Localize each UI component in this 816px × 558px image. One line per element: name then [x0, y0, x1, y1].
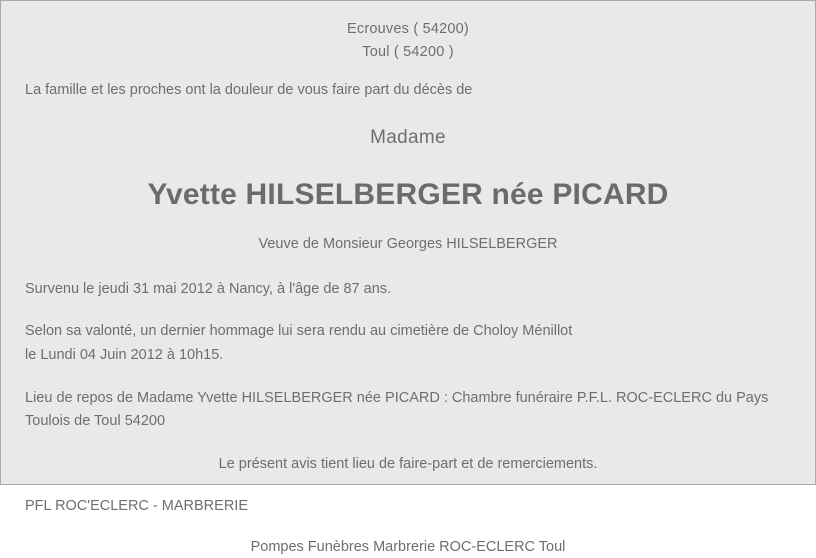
location-line-secondary: Toul ( 54200 ) [362, 43, 454, 60]
resting-place-line-1: Lieu de repos de Madame Yvette HILSELBERGER née PICARD : Chambre funéraire P.F.L. ROC-ECLERC du Pays [25, 389, 769, 406]
location-line-primary: Ecrouves ( 54200) [347, 21, 469, 37]
death-details-text: Survenu le jeudi 31 mai 2012 à Nancy, à l'âge de 87 ans. [25, 280, 392, 297]
tribute-block [25, 321, 791, 365]
company-name: PFL ROC'ECLERC - MARBRERIE [25, 498, 248, 515]
tribute-line-2: le Lundi 04 Juin 2012 à 10h15. [25, 347, 224, 364]
resting-place-line-2: Toulois de Toul 54200 [25, 413, 166, 430]
deceased-name: Yvette HILSELBERGER née PICARD [147, 177, 669, 211]
deceased-title: Madame [370, 126, 446, 148]
tribute-line-1: Selon sa valonté, un dernier hommage lui sera rendu au cimetière de Choloy Ménillot [25, 323, 573, 340]
resting-place-block [25, 388, 791, 432]
widow-of-text: Veuve de Monsieur Georges HILSELBERGER [258, 236, 558, 253]
family-announcement-text: La famille et les proches ont la douleur de vous faire part du décès de [25, 82, 473, 99]
funeral-home-name: Pompes Funèbres Marbrerie ROC-ECLERC Toul [250, 538, 566, 555]
notice-statement-text: Le présent avis tient lieu de faire-part et de remerciements. [218, 455, 598, 472]
